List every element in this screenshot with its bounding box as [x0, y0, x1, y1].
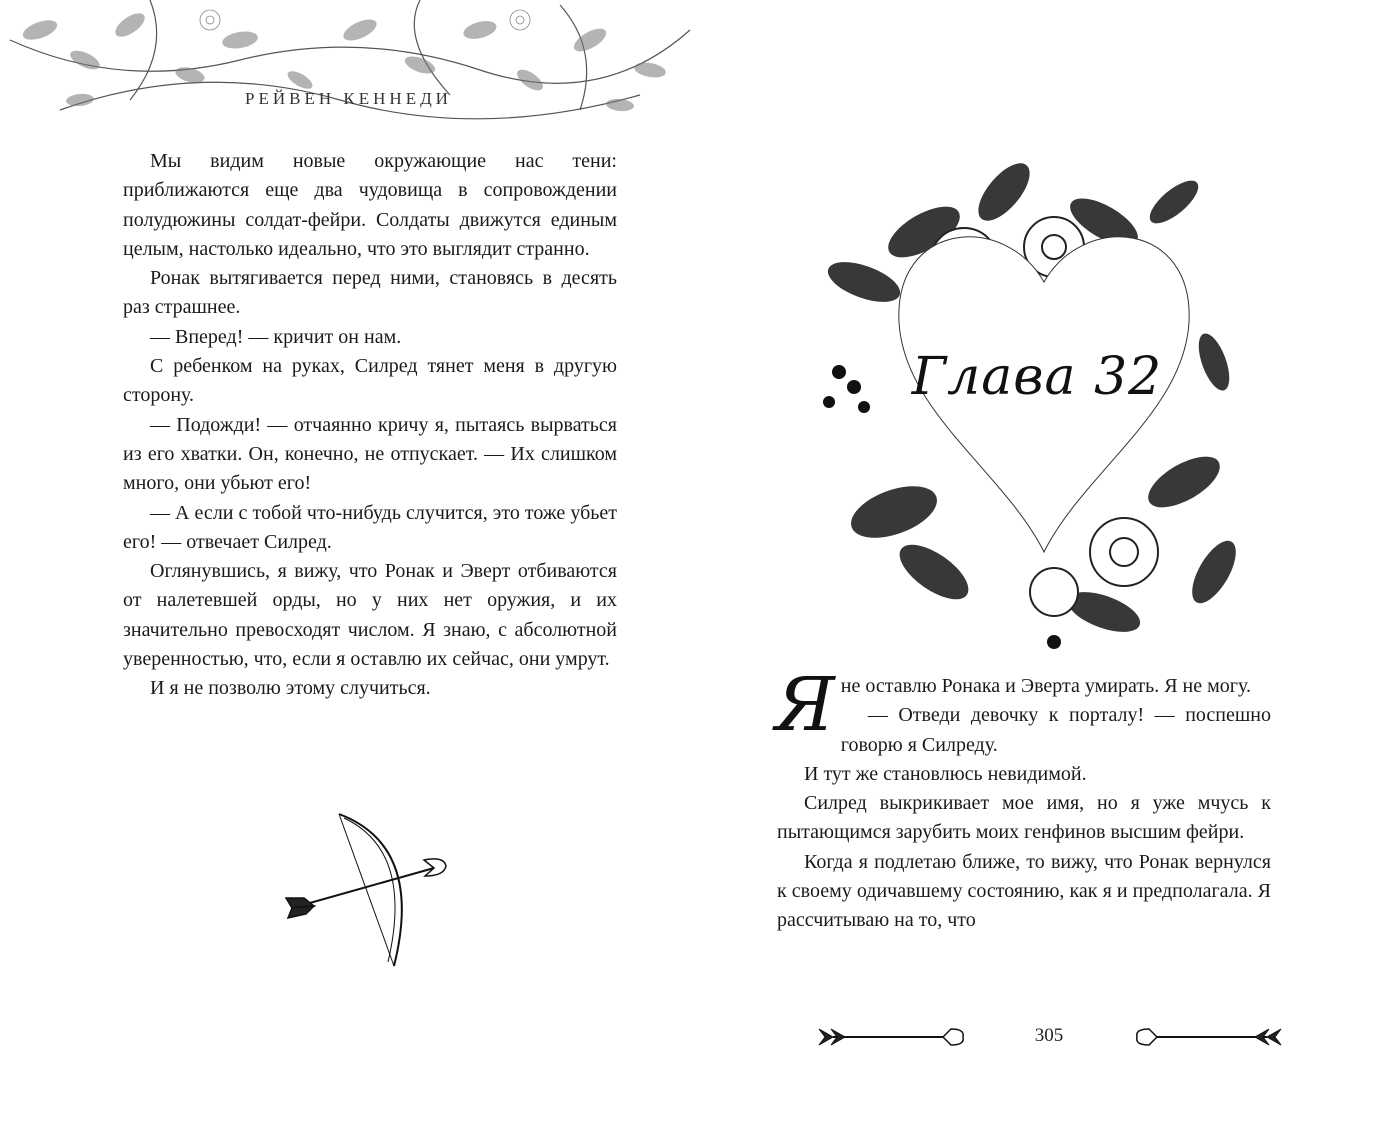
paragraph: Ронак вытягивается перед ними, становясь в десять раз страшнее. — [123, 267, 617, 319]
arrow-ornament-right — [1135, 1024, 1285, 1050]
drop-cap: Я — [775, 662, 835, 748]
page-footer — [809, 1018, 1289, 1058]
left-body-text — [123, 147, 617, 704]
running-head: РЕЙВЕН КЕННЕДИ — [245, 89, 452, 108]
paragraph: Силред выкрикивает мое имя, но я уже мчусь к пытающимся зарубить моих генфинов высшим фейри. — [777, 792, 1271, 844]
paragraph: — Подожди! — отчаянно кричу я, пытаясь вырваться из его хватки. Он, конечно, не отпускает. — Их слишком много, они убьют его! — [123, 413, 617, 495]
opening-paragraph-text: не оставлю Ронака и Эверта умирать. Я не могу. — [840, 675, 1251, 697]
page-number: 305 — [1034, 1025, 1064, 1046]
bow-and-arrow-ornament — [284, 806, 450, 972]
paragraph: Оглянувшись, я вижу, что Ронак и Эверт отбиваются от налетевшей орды, но у них нет оружия, и их значительно превосходят числом. Я знаю, с абсолютной уверенностью, что, если я оставлю их сейчас, они умрут. — [123, 560, 617, 671]
right-page — [697, 0, 1394, 1125]
floral-heart-chapter-illustration — [804, 152, 1284, 664]
paragraph: С ребенком на руках, Силред тянет меня в другую сторону. — [123, 355, 617, 407]
right-body-text — [775, 662, 1271, 936]
paragraph: — Отведи девочку к порталу! — поспешно говорю я Силреду. — [840, 704, 1271, 756]
paragraph: И я не позволю этому случиться. — [150, 677, 431, 700]
paragraph: Мы видим новые окружающие нас тени: приближаются еще два чудовища в сопровождении полудюжины солдат-фейри. Солдаты движутся единым целым, настолько идеально, что это выглядит странно. — [123, 150, 617, 260]
paragraph: И тут же становлюсь невидимой. — [804, 762, 1087, 785]
paragraph: Когда я подлетаю ближе, то вижу, что Ронак вернулся к своему одичавшему состоянию, как я и предполагала. Я рассчитываю на то, что — [777, 850, 1271, 932]
paragraph: — Вперед! — кричит он нам. — [150, 325, 402, 348]
chapter-title: Глава 32 — [911, 347, 1163, 407]
paragraph: — А если с тобой что-нибудь случится, это тоже убьет его! — отвечает Силред. — [123, 501, 617, 553]
